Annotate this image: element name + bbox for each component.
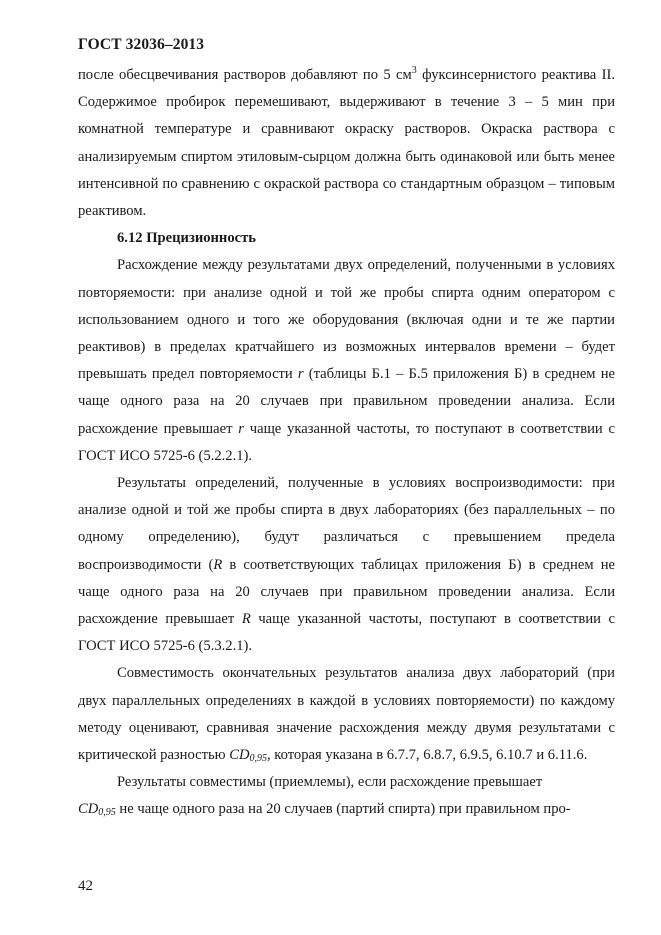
subscript-cd: 0,95 xyxy=(98,807,116,819)
symbol-r: r xyxy=(297,366,304,383)
document-body xyxy=(78,62,615,824)
paragraph-results-compatible: Результаты совместимы (приемлемы), если расхождение превышает $CD_{0,95}$ не чаще одного раза на 20 случаев (партий спирта) при правильном про- xyxy=(78,774,571,819)
section-heading-precision: 6.12 Прецизионность xyxy=(117,230,256,247)
symbol-cd: CD xyxy=(229,747,250,764)
symbol-r: r xyxy=(238,420,244,437)
symbol-cd: CD xyxy=(78,801,99,818)
document-header: ГОСТ 32036–2013 xyxy=(78,36,205,53)
page-number: 42 xyxy=(78,878,93,894)
superscript-cubic: 3 xyxy=(411,65,417,76)
symbol-R: R xyxy=(213,556,223,573)
paragraph-reproducibility: Результаты определений, полученные в условиях воспроизводимости: при анализе одной и той же пробы спирта в двух лабораториях (без параллельных – по одному определению), будут различаться с превышением предела воспроизводимости (R в соответствующих таблицах приложения Б) в среднем не чаще одного раза на 20 случаев при правильном проведении анализа. Если расхождение превышает R чаще указанной частоты, поступают в соответствии с ГОСТ ИСО 5725-6 (5.3.2.1). xyxy=(78,475,615,655)
symbol-R: R xyxy=(241,611,251,628)
paragraph-reagent-procedure: после обесцвечивания растворов добавляют по 5 $см^3$ фуксинсернистого реактива II. Содержимое пробирок перемешивают, выдерживают в течение 3 – 5 мин при комнатной температуре и сравнивают окраску растворов. Окраска раствора с анализируемым спиртом этиловым-сырцом должна быть одинаковой или быть менее интенсивной по сравнению с окраской раствора со стандартным образцом – типовым реактивом. xyxy=(78,65,615,220)
paragraph-repeatability: Расхождение между результатами двух определений, полученными в условиях повторяемости: при анализе одной и той же пробы спирта одним оператором с использованием одного и того же оборудования (включая одни и те же партии реактивов) в пределах кратчайшего из возможных интервалов времени – будет превышать предел повторяемости r (таблицы Б.1 – Б.5 приложения Б) в среднем не чаще одного раза на 20 случаев при правильном проведении анализа. Если расхождение превышает r чаще указанной частоты, то поступают в соответствии с ГОСТ ИСО 5725-6 (5.2.2.1). xyxy=(78,257,615,464)
subscript-cd: 0,95 xyxy=(249,753,267,765)
paragraph-compatibility: Совместимость окончательных результатов анализа двух лабораторий (при двух параллельных определениях в каждой в условиях повторяемости) по каждому методу оценивают, сравнивая значение расхождения между двумя результатами с критической разностью $CD_{0,95}$, которая указана в 6.7.7, 6.8.7, 6.9.5, 6.10.7 и 6.11.6. xyxy=(78,665,615,765)
